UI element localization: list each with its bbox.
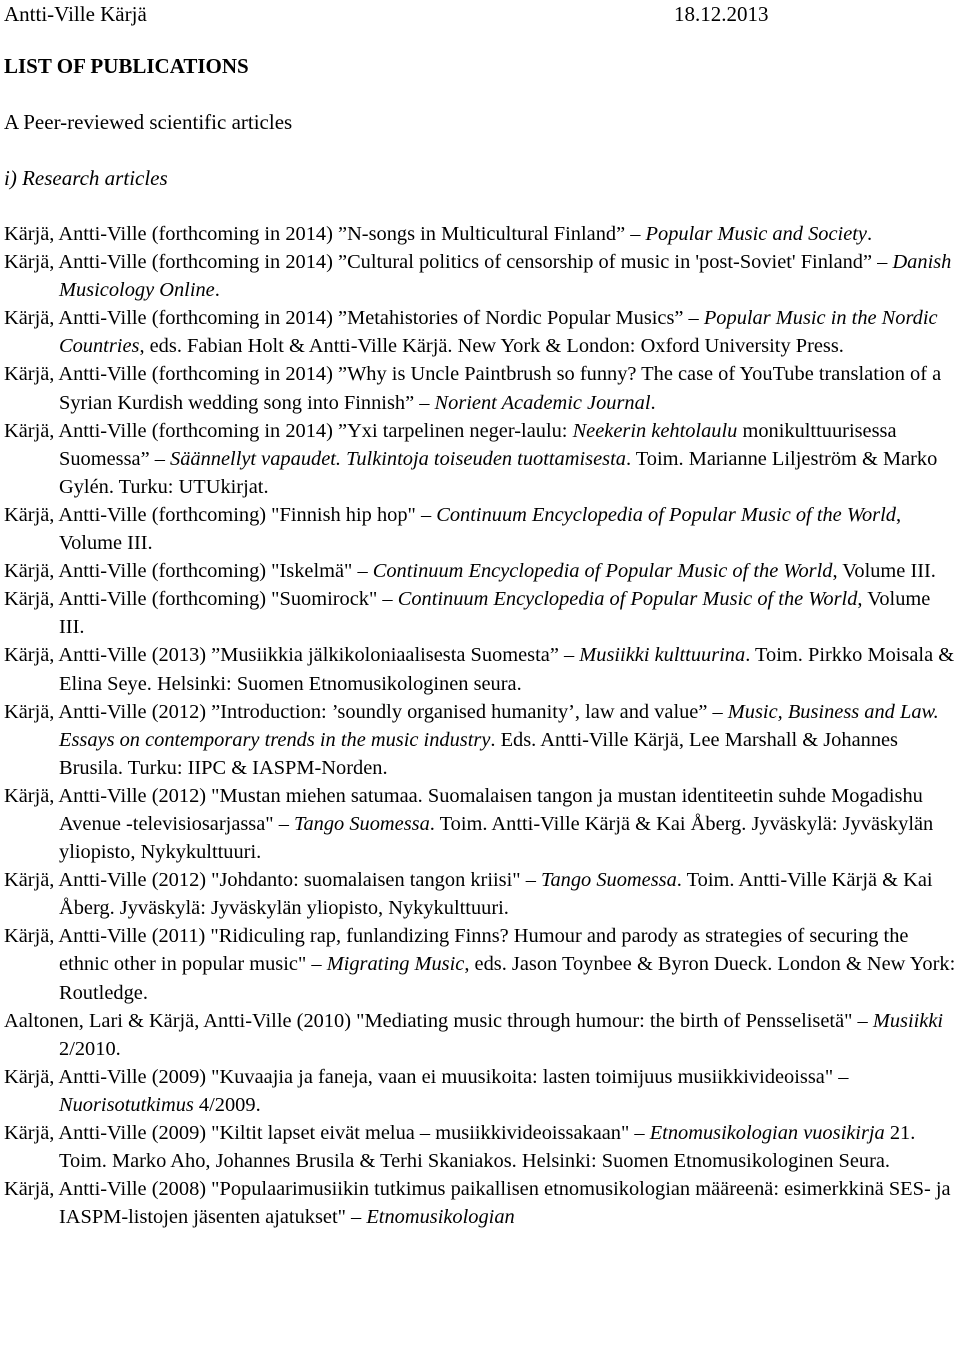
reference-text: Kärjä, Antti-Ville (2008) "Populaarimusiikin tutkimus paikallisen etnomusikologian määreenä: esimerkkinä SES- ja IASPM-listojen jäsenten ajatukset" –: [4, 1178, 951, 1229]
reference-title-italic: Musiikki: [872, 1009, 944, 1032]
reference-text: Kärjä, Antti-Ville (2012) ”Introduction: ’soundly organised humanity’, law and value” –: [4, 700, 728, 723]
reference-text: Kärjä, Antti-Ville (forthcoming) "Iskelmä" –: [4, 560, 373, 583]
reference-text: . Toim. Antti-Ville Kärjä & Kai Åberg. Jyväskylä: Jyväskylän yliopisto, Nykykulttuuri.: [59, 812, 934, 864]
reference-text: . Toim. Marianne Liljeström & Marko Gylén. Turku: UTUkirjat.: [59, 447, 938, 498]
reference-text: Kärjä, Antti-Ville (forthcoming) "Finnish hip hop" –: [4, 503, 437, 526]
reference-title-italic: Musiikki kulttuurina: [579, 644, 746, 667]
reference-title-italic: Tango Suomessa: [294, 812, 430, 835]
page-title: LIST OF PUBLICATIONS: [4, 54, 249, 78]
reference-title-italic: Popular Music in the Nordic Countries: [59, 307, 938, 358]
reference-entry: [4, 782, 956, 866]
reference-title-italic: Popular Music and Society: [645, 223, 867, 245]
reference-text: .: [866, 223, 873, 245]
reference-text: Kärjä, Antti-Ville (2011) "Ridiculing rap, funlandizing Finns? Humour and parody as strategies of securing the ethnic other in popular music" –: [4, 925, 909, 976]
reference-text: , Volume III.: [59, 503, 902, 555]
subsection-heading: i) Research articles: [4, 166, 168, 190]
reference-text: , Volume III.: [832, 560, 936, 583]
reference-text: . Toim. Pirkko Moisala & Elina Seye. Helsinki: Suomen Etnomusikologinen seura.: [59, 644, 955, 695]
reference-entry: [4, 220, 956, 248]
header-author: Antti-Ville Kärjä: [4, 1, 147, 26]
reference-text: . Toim. Antti-Ville Kärjä & Kai Åberg. Jyväskylä: Jyväskylän yliopisto, Nykykulttuuri.: [59, 869, 933, 920]
reference-text: .: [214, 279, 220, 302]
reference-text: Kärjä, Antti-Ville (2009) "Kuvaajia ja faneja, vaan ei muusikoita: lasten toimijuus musiikkivideoissa" –: [4, 1065, 849, 1088]
reference-text: Kärjä, Antti-Ville (2009) "Kiltit lapset eivät melua – musiikkivideoissakaan" –: [4, 1122, 650, 1144]
reference-entry: [4, 641, 956, 697]
reference-text: Kärjä, Antti-Ville (2013) ”Musiikkia jälkikoloniaalisesta Suomesta” –: [4, 644, 580, 667]
reference-title-italic: Continuum Encyclopedia of Popular Music of the World: [372, 560, 833, 583]
reference-text: , eds. Jason Toynbee & Byron Dueck. London & New York: Routledge.: [59, 953, 956, 1004]
reference-entry: [4, 1175, 956, 1231]
reference-text: , Volume III.: [59, 588, 931, 639]
reference-entry: [4, 417, 956, 501]
reference-text: 4/2009.: [193, 1093, 261, 1116]
reference-title-italic: Music, Business and Law. Essays on contemporary trends in the music industry: [59, 700, 939, 751]
reference-text: Aaltonen, Lari & Kärjä, Antti-Ville (2010) "Mediating music through humour: the birth of Pensselisetä" –: [4, 1009, 873, 1032]
reference-entry: [4, 360, 956, 416]
reference-title-italic: Etnomusikologian vuosikirja: [649, 1122, 885, 1144]
reference-text: monikulttuurisessa Suomessa” –: [59, 419, 897, 470]
reference-text: . Eds. Antti-Ville Kärjä, Lee Marshall & Johannes Brusila. Turku: IIPC & IASPM-Norden.: [59, 728, 898, 779]
reference-entry: [4, 304, 956, 360]
reference-text: 21. Toim. Marko Aho, Johannes Brusila & Terhi Skaniakos. Helsinki: Suomen Etnomusikologinen Seura.: [59, 1122, 916, 1173]
reference-entry: [4, 248, 956, 304]
reference-text: Kärjä, Antti-Ville (forthcoming in 2014) ”N-songs in Multicultural Finland” –: [4, 223, 646, 245]
reference-title-italic: Säännellyt vapaudet. Tulkintoja toiseuden tuottamisesta: [170, 447, 626, 470]
reference-text: , eds. Fabian Holt & Antti-Ville Kärjä. New York & London: Oxford University Press.: [139, 335, 844, 358]
reference-entry: [4, 1007, 956, 1063]
reference-text: Kärjä, Antti-Ville (forthcoming in 2014) ”Yxi tarpelinen neger-laulu:: [4, 419, 573, 442]
reference-text: Kärjä, Antti-Ville (2012) "Mustan miehen satumaa. Suomalaisen tangon ja mustan identiteetin suhde Mogadishu Avenue -televisiosarjassa" –: [4, 784, 923, 835]
reference-title-italic: Neekerin kehtolaulu: [572, 419, 738, 442]
reference-text: 2/2010.: [59, 1037, 121, 1060]
reference-title-italic: Continuum Encyclopedia of Popular Music of the World: [397, 588, 858, 611]
reference-text: Kärjä, Antti-Ville (2012) "Johdanto: suomalaisen tangon kriisi" –: [4, 869, 541, 892]
reference-text: .: [650, 391, 656, 414]
page-header: [4, 0, 956, 28]
reference-entry: [4, 866, 956, 922]
reference-title-italic: Etnomusikologian: [366, 1206, 515, 1229]
section-heading: A Peer-reviewed scientific articles: [4, 110, 293, 134]
reference-list: [4, 220, 956, 1231]
reference-entry: [4, 557, 956, 585]
reference-title-italic: Norient Academic Journal: [434, 391, 651, 414]
reference-title-italic: Migrating Music: [326, 953, 465, 976]
reference-entry: [4, 1063, 956, 1119]
reference-title-italic: Tango Suomessa: [541, 869, 677, 892]
reference-entry: [4, 1119, 956, 1175]
reference-entry: [4, 922, 956, 1006]
reference-title-italic: Continuum Encyclopedia of Popular Music of the World: [436, 503, 896, 526]
reference-text: Kärjä, Antti-Ville (forthcoming in 2014) ”Cultural politics of censorship of music in 'post-Soviet' Finland” –: [4, 251, 893, 274]
reference-entry: [4, 698, 956, 782]
reference-title-italic: Nuorisotutkimus: [59, 1093, 194, 1116]
reference-text: Kärjä, Antti-Ville (forthcoming in 2014) ”Why is Uncle Paintbrush so funny? The case of YouTube translation of a Syrian Kurdish wedding song into Finnish” –: [4, 363, 942, 414]
reference-title-italic: Danish Musicology Online: [59, 251, 952, 302]
reference-text: Kärjä, Antti-Ville (forthcoming) "Suomirock" –: [4, 588, 398, 611]
reference-entry: [4, 501, 956, 557]
reference-entry: [4, 585, 956, 641]
reference-text: Kärjä, Antti-Ville (forthcoming in 2014) ”Metahistories of Nordic Popular Musics” –: [4, 307, 704, 330]
header-date: 18.12.2013: [674, 1, 769, 26]
